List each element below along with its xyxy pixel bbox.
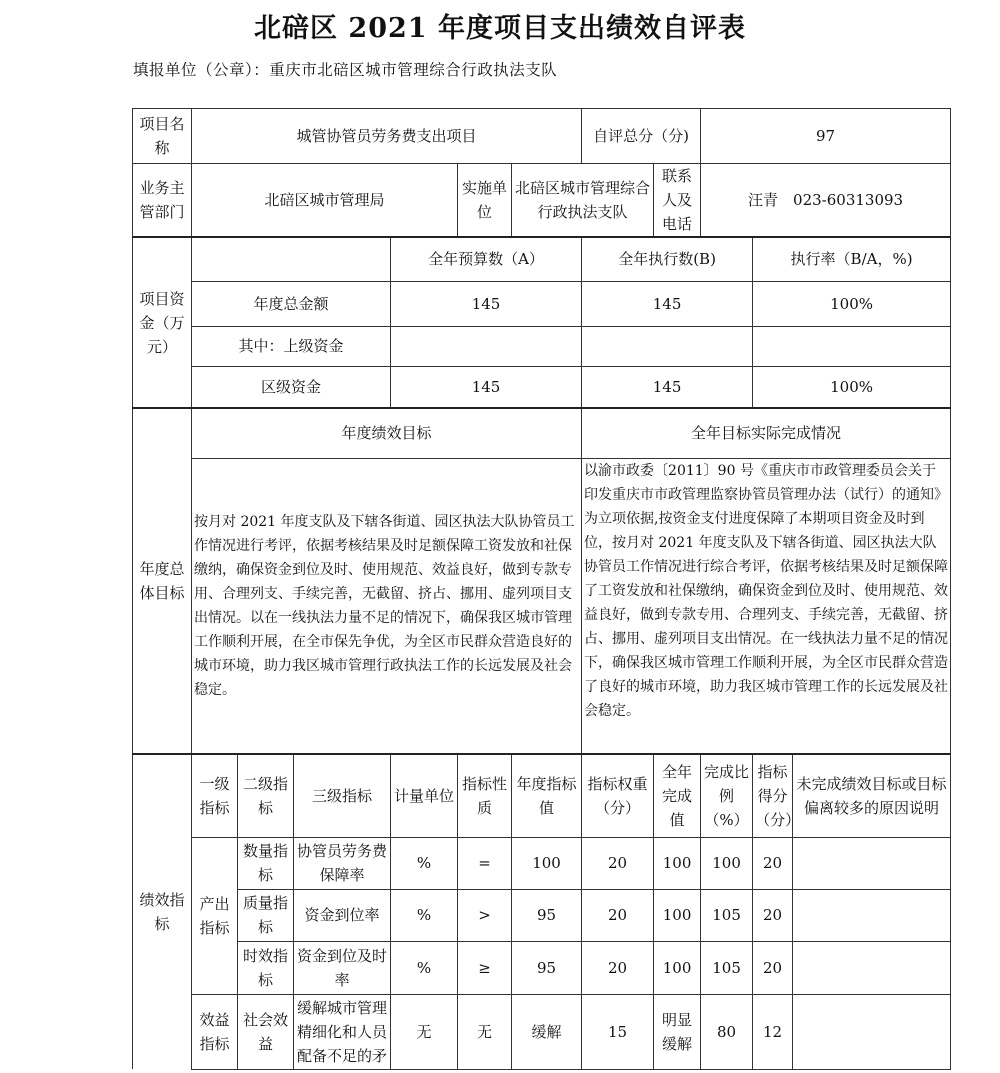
ind-weight: 20	[582, 941, 654, 994]
funds-row-budget: 145	[391, 281, 582, 326]
ind-unit: %	[391, 941, 458, 994]
goal-header-actual: 全年目标实际完成情况	[582, 408, 951, 458]
evaluation-table	[132, 108, 951, 1070]
ind-score: 12	[753, 994, 793, 1069]
funds-row-budget: 145	[391, 366, 582, 408]
ind-header-unit: 计量单位	[391, 754, 458, 837]
self-score-value: 97	[701, 109, 951, 164]
ind-target: 100	[512, 837, 582, 889]
funds-header-executed: 全年执行数(B)	[582, 237, 753, 281]
ind-unit: %	[391, 889, 458, 941]
ind-header-l2: 二级指标	[238, 754, 294, 837]
ind-header-ratio: 完成比例（%）	[701, 754, 753, 837]
ind-nature: ≥	[458, 941, 512, 994]
dept-label: 业务主管部门	[133, 164, 192, 238]
ind-nature: >	[458, 889, 512, 941]
funds-header-blank	[192, 237, 391, 281]
ind-ratio: 100	[701, 837, 753, 889]
ind-reason	[793, 994, 951, 1069]
ind-nature: =	[458, 837, 512, 889]
ind-score: 20	[753, 941, 793, 994]
impl-unit-label: 实施单位	[458, 164, 512, 238]
project-name-value: 城管协管员劳务费支出项目	[192, 109, 582, 164]
funds-row-label: 年度总金额	[192, 281, 391, 326]
ind-ratio: 80	[701, 994, 753, 1069]
ind-l3: 缓解城市管理精细化和人员配备不足的矛	[294, 994, 391, 1069]
indicators-label: 绩效指标	[133, 754, 192, 1069]
reporting-unit: 填报单位（公章）：重庆市北碚区城市管理综合行政执法支队	[133, 61, 558, 79]
ind-l2: 社会效益	[238, 994, 294, 1069]
funds-row-label: 区级资金	[192, 366, 391, 408]
ind-l2: 时效指标	[238, 941, 294, 994]
ind-header-l1: 一级指标	[192, 754, 238, 837]
impl-unit-value: 北碚区城市管理综合行政执法支队	[512, 164, 654, 238]
funds-row-executed: 145	[582, 366, 753, 408]
ind-weight: 20	[582, 889, 654, 941]
funds-row-executed: 145	[582, 281, 753, 326]
funds-row-rate	[753, 326, 951, 366]
ind-header-score: 指标得分（分）	[753, 754, 793, 837]
ind-reason	[793, 837, 951, 889]
funds-label: 项目资金（万元）	[133, 237, 192, 408]
funds-row-budget	[391, 326, 582, 366]
ind-target: 缓解	[512, 994, 582, 1069]
ind-actual: 100	[654, 837, 701, 889]
ind-nature: 无	[458, 994, 512, 1069]
benefit-indicator-label: 效益指标	[192, 994, 238, 1069]
ind-target: 95	[512, 941, 582, 994]
funds-row-rate: 100%	[753, 281, 951, 326]
annual-goal-label: 年度总体目标	[133, 408, 192, 754]
funds-row-executed	[582, 326, 753, 366]
output-indicator-label: 产出指标	[192, 837, 238, 994]
ind-score: 20	[753, 837, 793, 889]
ind-reason	[793, 941, 951, 994]
goal-actual-text: 以渝市政委〔2011〕90 号《重庆市市政管理委员会关于印发重庆市市政管理监察协管员管理办法（试行）的通知》为立项依据,按资金支付进度保障了本期项目资金及时到位，按月对 2021 年度支队及下辖各街道、园区执法大队协管员工作情况进行综合考评，依据考核结果及时足额保障了工资发放和社保缴纳，确保资金到位及时、使用规范、效益良好，做到专款专用、合理列支、手续完善，无截留、挤占、挪用、虚列项目支出情况。在一线执法力量不足的情况下，确保我区城市管理工作顺利开展，为全区市民群众营造了良好的城市环境，助力我区城市管理工作的长远发展及社会稳定。	[582, 458, 951, 754]
project-name-label: 项目名称	[133, 109, 192, 164]
ind-ratio: 105	[701, 941, 753, 994]
ind-l2: 质量指标	[238, 889, 294, 941]
funds-row-rate: 100%	[753, 366, 951, 408]
goal-target-text: 按月对 2021 年度支队及下辖各街道、园区执法大队协管员工作情况进行考评，依据考核结果及时足额保障工资发放和社保缴纳，确保资金到位及时、使用规范、效益良好，做到专款专用、合理列支、手续完善，无截留、挤占、挪用、虚列项目支出情况。以在一线执法力量不足的情况下，确保我区城市管理工作顺利开展，在全市保先争优，为全区市民群众营造良好的城市环境，助力我区城市管理行政执法工作的长远发展及社会稳定。	[192, 458, 582, 754]
funds-row-label: 其中：上级资金	[192, 326, 391, 366]
ind-target: 95	[512, 889, 582, 941]
ind-header-nature: 指标性质	[458, 754, 512, 837]
ind-weight: 15	[582, 994, 654, 1069]
contact-value: 汪青 023-60313093	[701, 164, 951, 238]
ind-l3: 资金到位及时率	[294, 941, 391, 994]
ind-reason	[793, 889, 951, 941]
ind-unit: 无	[391, 994, 458, 1069]
ind-l2: 数量指标	[238, 837, 294, 889]
ind-header-actual: 全年完成值	[654, 754, 701, 837]
ind-header-weight: 指标权重（分）	[582, 754, 654, 837]
ind-ratio: 105	[701, 889, 753, 941]
ind-actual: 明显缓解	[654, 994, 701, 1069]
ind-header-reason: 未完成绩效目标或目标偏离较多的原因说明	[793, 754, 951, 837]
funds-header-rate: 执行率（B/A，%)	[753, 237, 951, 281]
dept-value: 北碚区城市管理局	[192, 164, 458, 238]
ind-score: 20	[753, 889, 793, 941]
ind-header-l3: 三级指标	[294, 754, 391, 837]
goal-header-target: 年度绩效目标	[192, 408, 582, 458]
self-score-label: 自评总分（分)	[582, 109, 701, 164]
ind-weight: 20	[582, 837, 654, 889]
contact-label: 联系人及电话	[654, 164, 701, 238]
ind-l3: 资金到位率	[294, 889, 391, 941]
ind-actual: 100	[654, 941, 701, 994]
ind-unit: %	[391, 837, 458, 889]
ind-actual: 100	[654, 889, 701, 941]
page-title: 北碚区 2021 年度项目支出绩效自评表	[254, 13, 746, 44]
ind-l3: 协管员劳务费保障率	[294, 837, 391, 889]
ind-header-target: 年度指标值	[512, 754, 582, 837]
funds-header-budget: 全年预算数（A）	[391, 237, 582, 281]
